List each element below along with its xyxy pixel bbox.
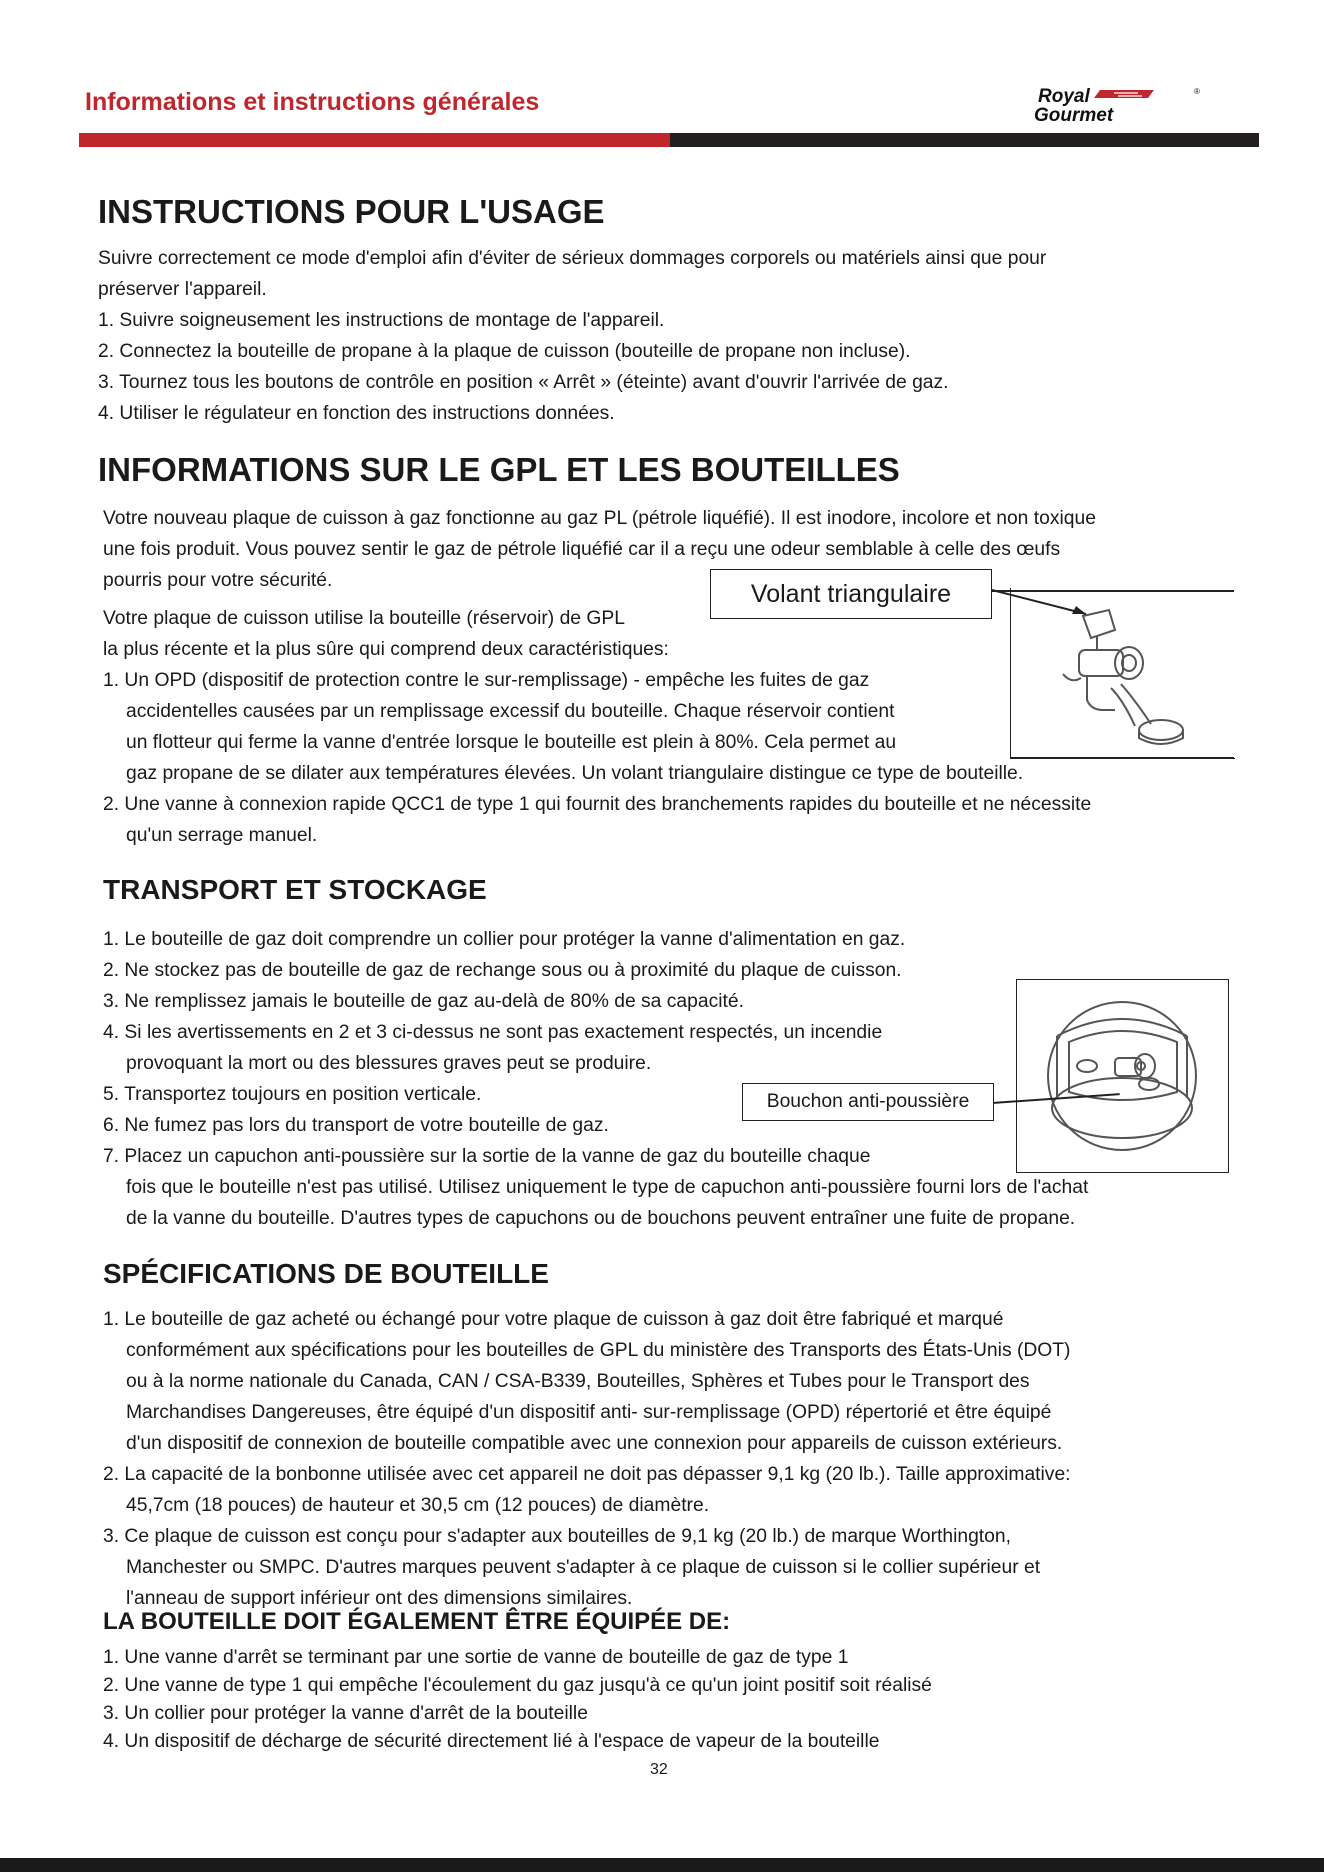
transport-list-item: provoquant la mort ou des blessures graves peut se produire.	[126, 1053, 652, 1074]
gpl-paragraph-line: la plus récente et la plus sûre qui comprend deux caractéristiques:	[103, 639, 669, 660]
header-title: Informations et instructions générales	[85, 88, 540, 116]
svg-text:®: ®	[1194, 87, 1200, 96]
section-title-specifications: SPÉCIFICATIONS DE BOUTEILLE	[103, 1258, 549, 1289]
header-rule-red	[79, 133, 670, 147]
spec-list-item: Marchandises Dangereuses, être équipé d'un dispositif anti- sur-remplissage (OPD) répertorié et être équipé	[126, 1402, 1052, 1423]
usage-list-item: 2. Connectez la bouteille de propane à la plaque de cuisson (bouteille de propane non incluse).	[98, 341, 911, 362]
equipment-list-item: 1. Une vanne d'arrêt se terminant par une sortie de vanne de bouteille de gaz de type 1	[103, 1647, 849, 1668]
transport-list-item: de la vanne du bouteille. D'autres types de capuchons ou de bouchons peuvent entraîner une fuite de propane.	[126, 1208, 1076, 1229]
gpl-list-item: accidentelles causées par un remplissage excessif du bouteille. Chaque réservoir contient	[126, 701, 895, 722]
usage-list-item: 3. Tournez tous les boutons de contrôle en position « Arrêt » (éteinte) avant d'ouvrir l'arrivée de gaz.	[98, 372, 949, 393]
transport-list-item: 2. Ne stockez pas de bouteille de gaz de rechange sous ou à proximité du plaque de cuisson.	[103, 960, 902, 981]
section-title-gpl: INFORMATIONS SUR LE GPL ET LES BOUTEILLES	[98, 451, 900, 488]
dust-cap-icon	[1017, 980, 1228, 1172]
section-title-transport: TRANSPORT ET STOCKAGE	[103, 874, 487, 905]
equipment-list-item: 3. Un collier pour protéger la vanne d'arrêt de la bouteille	[103, 1703, 588, 1724]
spec-list-item: Manchester ou SMPC. D'autres marques peuvent s'adapter à ce plaque de cuisson si le collier supérieur et	[126, 1557, 1041, 1578]
spec-list-item: 45,7cm (18 pouces) de hauteur et 30,5 cm (12 pouces) de diamètre.	[126, 1495, 710, 1516]
gpl-list-item: 2. Une vanne à connexion rapide QCC1 de type 1 qui fournit des branchements rapides du bouteille et ne nécessite	[103, 794, 1092, 815]
spec-list-item: 1. Le bouteille de gaz acheté ou échangé pour votre plaque de cuisson à gaz doit être fabriqué et marqué	[103, 1309, 1004, 1330]
transport-list-item: 7. Placez un capuchon anti-poussière sur la sortie de la vanne de gaz du bouteille chaque	[103, 1146, 871, 1167]
callout-triangular-handwheel: Volant triangulaire	[710, 569, 992, 619]
transport-list-item: fois que le bouteille n'est pas utilisé. Utilisez uniquement le type de capuchon anti-poussière fourni lors de l'achat	[126, 1177, 1089, 1198]
gpl-list-item: qu'un serrage manuel.	[126, 825, 318, 846]
usage-intro-line: Suivre correctement ce mode d'emploi afin d'éviter de sérieux dommages corporels ou matériels ainsi que pour	[98, 248, 1047, 269]
header-rule-dark	[670, 133, 1259, 147]
spec-list-item: l'anneau de support inférieur ont des dimensions similaires.	[126, 1588, 633, 1609]
usage-list-item: 1. Suivre soigneusement les instructions de montage de l'appareil.	[98, 310, 665, 331]
gpl-list-item: gaz propane de se dilater aux températures élevées. Un volant triangulaire distingue ce type de bouteille.	[126, 763, 1024, 784]
spec-list-item: 3. Ce plaque de cuisson est conçu pour s'adapter aux bouteilles de 9,1 kg (20 lb.) de marque Worthington,	[103, 1526, 1011, 1547]
transport-list-item: 5. Transportez toujours en position verticale.	[103, 1084, 482, 1105]
bottom-edge-bar	[0, 1858, 1324, 1872]
section-title-usage: INSTRUCTIONS POUR L'USAGE	[98, 193, 605, 230]
spec-list-item: d'un dispositif de connexion de bouteille compatible avec une connexion pour appareils de cuisson extérieurs.	[126, 1433, 1063, 1454]
transport-list-item: 6. Ne fumez pas lors du transport de votre bouteille de gaz.	[103, 1115, 609, 1136]
gpl-list-item: 1. Un OPD (dispositif de protection contre le sur-remplissage) - empêche les fuites de gaz	[103, 670, 870, 691]
callout-arrow-icon	[990, 586, 1100, 626]
svg-text:Gourmet: Gourmet	[1034, 105, 1114, 124]
gpl-paragraph-line: Votre nouveau plaque de cuisson à gaz fonctionne au gaz PL (pétrole liquéfié). Il est inodore, incolore et non toxique	[103, 508, 1096, 529]
equipment-list-item: 2. Une vanne de type 1 qui empêche l'écoulement du gaz jusqu'à ce qu'un joint positif soit réalisé	[103, 1675, 932, 1696]
gpl-list-item: un flotteur qui ferme la vanne d'entrée lorsque le bouteille est plein à 80%. Cela permet au	[126, 732, 897, 753]
transport-list-item: 3. Ne remplissez jamais le bouteille de gaz au-delà de 80% de sa capacité.	[103, 991, 744, 1012]
equipment-list-item: 4. Un dispositif de décharge de sécurité directement lié à l'espace de vapeur de la bouteille	[103, 1731, 880, 1752]
callout-dust-cap: Bouchon anti-poussière	[742, 1083, 994, 1121]
spec-list-item: ou à la norme nationale du Canada, CAN / CSA-B339, Bouteilles, Sphères et Tubes pour le Transport des	[126, 1371, 1030, 1392]
figure-bottom-rule	[1010, 757, 1234, 759]
spec-list-item: conformément aux spécifications pour les bouteilles de GPL du ministère des Transports des États-Unis (DOT)	[126, 1340, 1071, 1361]
gpl-paragraph-line: une fois produit. Vous pouvez sentir le gaz de pétrole liquéfié car il a reçu une odeur semblable à celle des œufs	[103, 539, 1061, 560]
gpl-paragraph-line: Votre plaque de cuisson utilise la bouteille (réservoir) de GPL	[103, 608, 625, 629]
dust-cap-illustration	[1016, 979, 1229, 1173]
page-number: 32	[650, 1761, 668, 1778]
svg-text:Royal: Royal	[1038, 86, 1090, 107]
transport-list-item: 4. Si les avertissements en 2 et 3 ci-dessus ne sont pas exactement respectés, un incendie	[103, 1022, 883, 1043]
spec-list-item: 2. La capacité de la bonbonne utilisée avec cet appareil ne doit pas dépasser 9,1 kg (20 lb.). Taille approximative:	[103, 1464, 1071, 1485]
transport-list-item: 1. Le bouteille de gaz doit comprendre un collier pour protéger la vanne d'alimentation en gaz.	[103, 929, 906, 950]
royal-gourmet-logo	[1034, 84, 1222, 124]
gpl-paragraph-line: pourris pour votre sécurité.	[103, 570, 333, 591]
usage-intro-line: préserver l'appareil.	[98, 279, 267, 300]
section-title-equipment: LA BOUTEILLE DOIT ÉGALEMENT ÊTRE ÉQUIPÉE DE:	[103, 1608, 731, 1635]
usage-list-item: 4. Utiliser le régulateur en fonction des instructions données.	[98, 403, 615, 424]
